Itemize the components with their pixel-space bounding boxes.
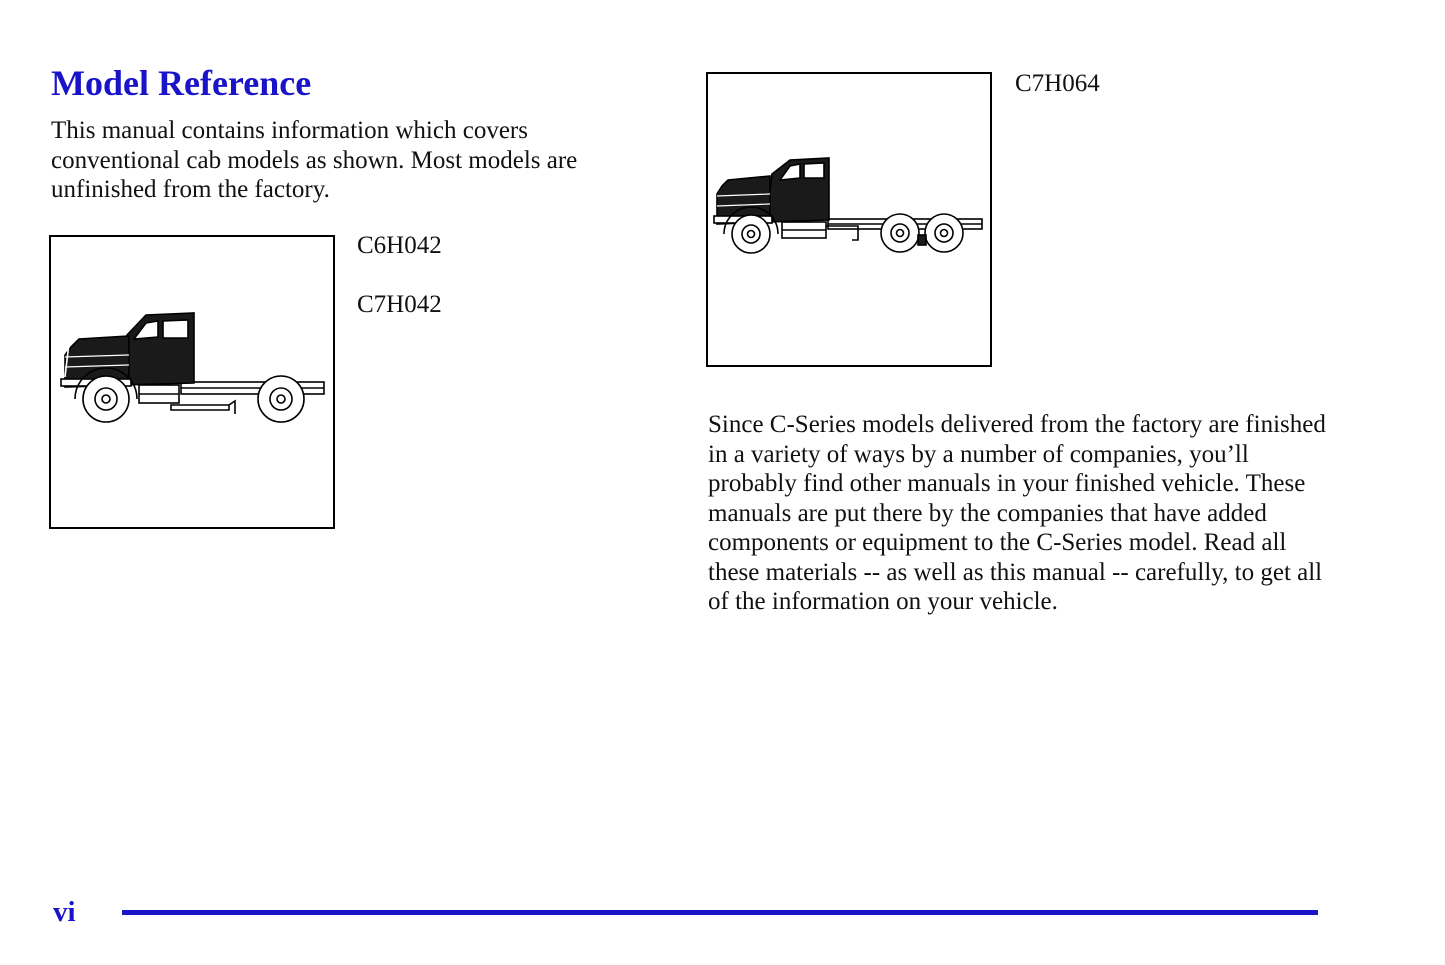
model-code: C7H042: [357, 291, 442, 318]
truck-chassis-icon: [708, 74, 990, 365]
figure-single-axle-truck: [49, 235, 335, 529]
intro-paragraph: This manual contains information which covers conventional cab models as shown. Most models are unfinished from the factory.: [51, 117, 578, 203]
footer-rule: [122, 910, 1318, 915]
page-number: vi: [53, 896, 76, 928]
model-code: C7H064: [1015, 70, 1100, 97]
page-title: Model Reference: [51, 63, 312, 103]
body-paragraph: Since C-Series models delivered from the factory are finished in a variety of ways by a number of companies, you’ll probably find other manuals in your finished vehicle. These manuals are put there by the companies that have added components or equipment to the C-Series model. Read all these materials -- as well as this manual -- carefully, to get all of the information on your vehicle.: [708, 411, 1326, 615]
truck-chassis-icon: [51, 237, 333, 527]
model-code: C6H042: [357, 232, 442, 259]
figure-tandem-axle-truck: [706, 72, 992, 367]
